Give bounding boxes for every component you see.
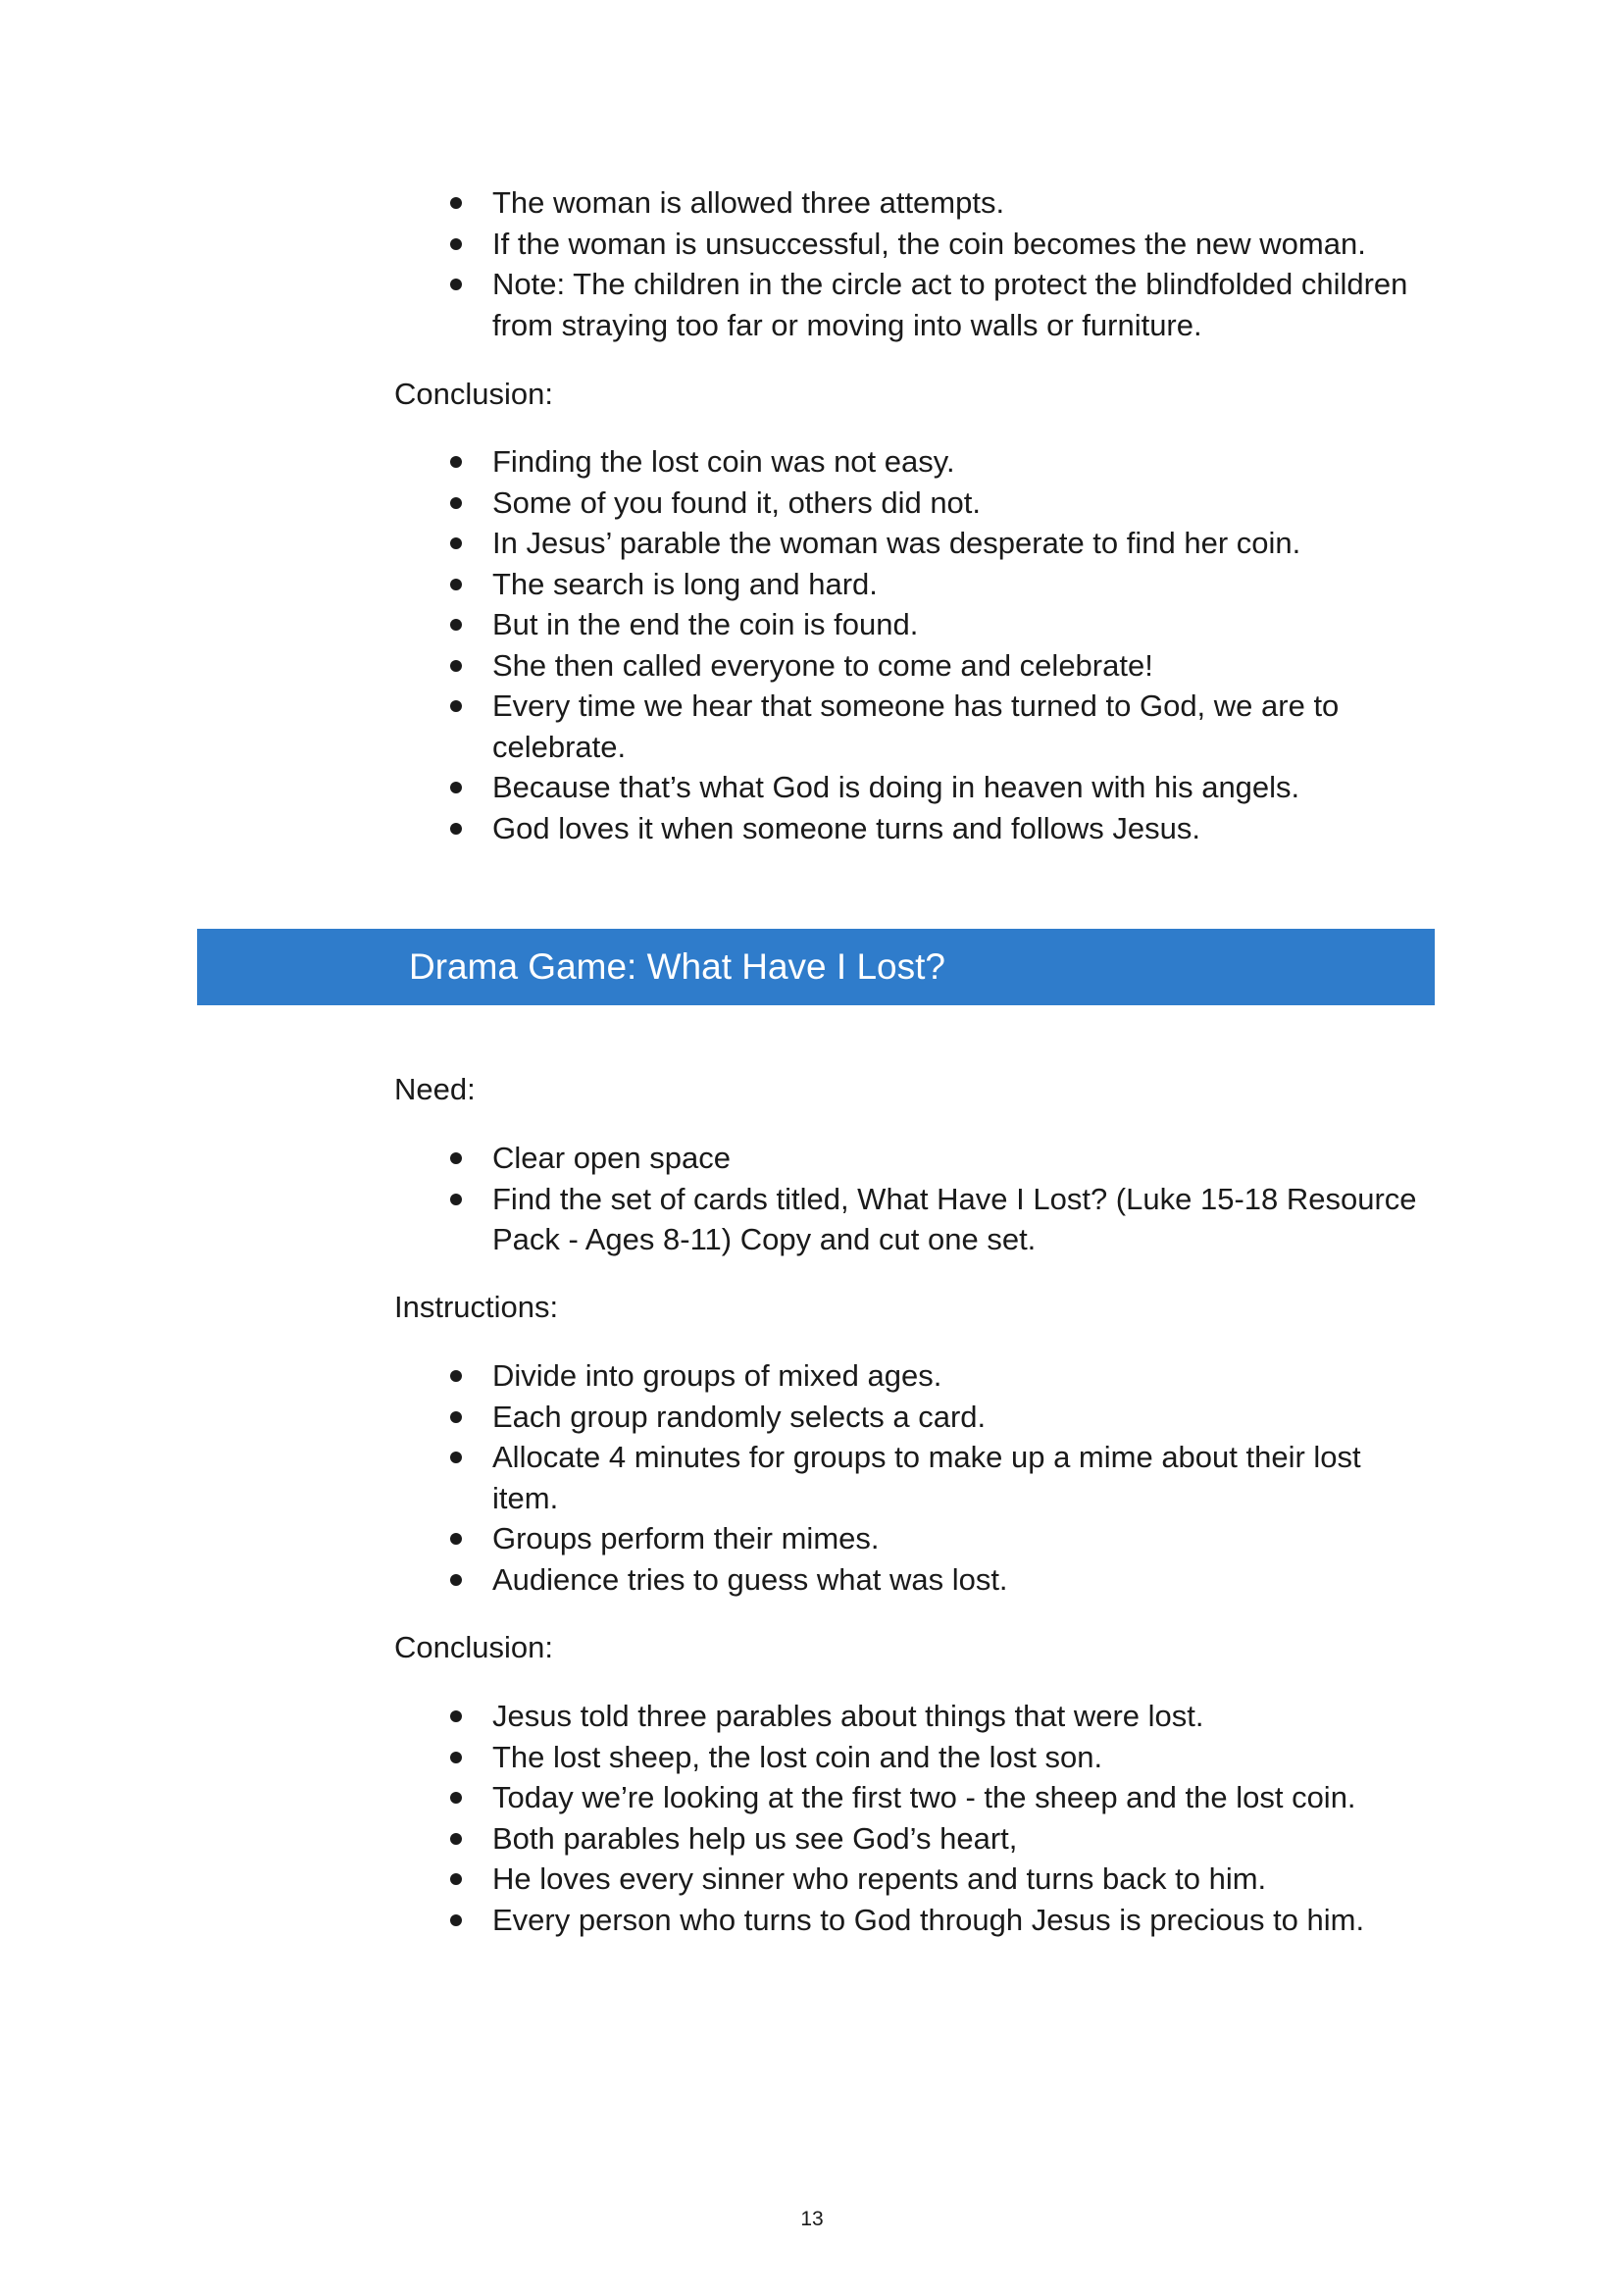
need-list bbox=[394, 1138, 1434, 1260]
list-item: The woman is allowed three attempts. bbox=[394, 182, 1434, 224]
conclusion-label: Conclusion: bbox=[394, 377, 553, 411]
list-item: But in the end the coin is found. bbox=[394, 604, 1434, 645]
section-title: Drama Game: What Have I Lost? bbox=[409, 946, 945, 987]
section-banner bbox=[197, 929, 1435, 1005]
list-item: Allocate 4 minutes for groups to make up a mime about their lost item. bbox=[394, 1437, 1434, 1518]
list-item: Note: The children in the circle act to protect the blindfolded children from straying too far or moving into walls or furniture. bbox=[394, 264, 1434, 345]
list-item: Each group randomly selects a card. bbox=[394, 1397, 1434, 1438]
list-item: Finding the lost coin was not easy. bbox=[394, 441, 1434, 483]
list-item: The lost sheep, the lost coin and the lost son. bbox=[394, 1737, 1434, 1778]
conclusion-list bbox=[394, 1696, 1434, 1940]
conclusion-section bbox=[394, 1696, 1434, 1940]
list-item: The search is long and hard. bbox=[394, 564, 1434, 605]
list-item: Every time we hear that someone has turned to God, we are to celebrate. bbox=[394, 686, 1434, 767]
list-item: Because that’s what God is doing in heaven with his angels. bbox=[394, 767, 1434, 808]
list-item: Both parables help us see God’s heart, bbox=[394, 1818, 1434, 1860]
list-item: If the woman is unsuccessful, the coin becomes the new woman. bbox=[394, 224, 1434, 265]
list-item: Jesus told three parables about things that were lost. bbox=[394, 1696, 1434, 1737]
list-item: Groups perform their mimes. bbox=[394, 1518, 1434, 1559]
instructions-label: Instructions: bbox=[394, 1290, 559, 1324]
conclusion-label: Conclusion: bbox=[394, 1630, 553, 1664]
list-item: Today we’re looking at the first two - the sheep and the lost coin. bbox=[394, 1777, 1434, 1818]
continued-instructions bbox=[394, 182, 1434, 345]
list-item: He loves every sinner who repents and turns back to him. bbox=[394, 1859, 1434, 1900]
conclusion-section bbox=[394, 441, 1434, 848]
list-item: Some of you found it, others did not. bbox=[394, 483, 1434, 524]
list-item: Audience tries to guess what was lost. bbox=[394, 1559, 1434, 1601]
list-item: Find the set of cards titled, What Have I Lost? (Luke 15-18 Resource Pack - Ages 8-11) Copy and cut one set. bbox=[394, 1179, 1434, 1260]
list-item: She then called everyone to come and celebrate! bbox=[394, 645, 1434, 687]
need-section bbox=[394, 1138, 1434, 1260]
instructions-section bbox=[394, 1355, 1434, 1600]
list-item: In Jesus’ parable the woman was desperate to find her coin. bbox=[394, 523, 1434, 564]
list-item: Every person who turns to God through Jesus is precious to him. bbox=[394, 1900, 1434, 1941]
list-item: God loves it when someone turns and follows Jesus. bbox=[394, 808, 1434, 849]
need-label: Need: bbox=[394, 1072, 476, 1106]
instructions-list bbox=[394, 1355, 1434, 1600]
list-item: Clear open space bbox=[394, 1138, 1434, 1179]
continued-instructions-list bbox=[394, 182, 1434, 345]
page-number: 13 bbox=[800, 2208, 824, 2230]
conclusion-list bbox=[394, 441, 1434, 848]
list-item: Divide into groups of mixed ages. bbox=[394, 1355, 1434, 1397]
